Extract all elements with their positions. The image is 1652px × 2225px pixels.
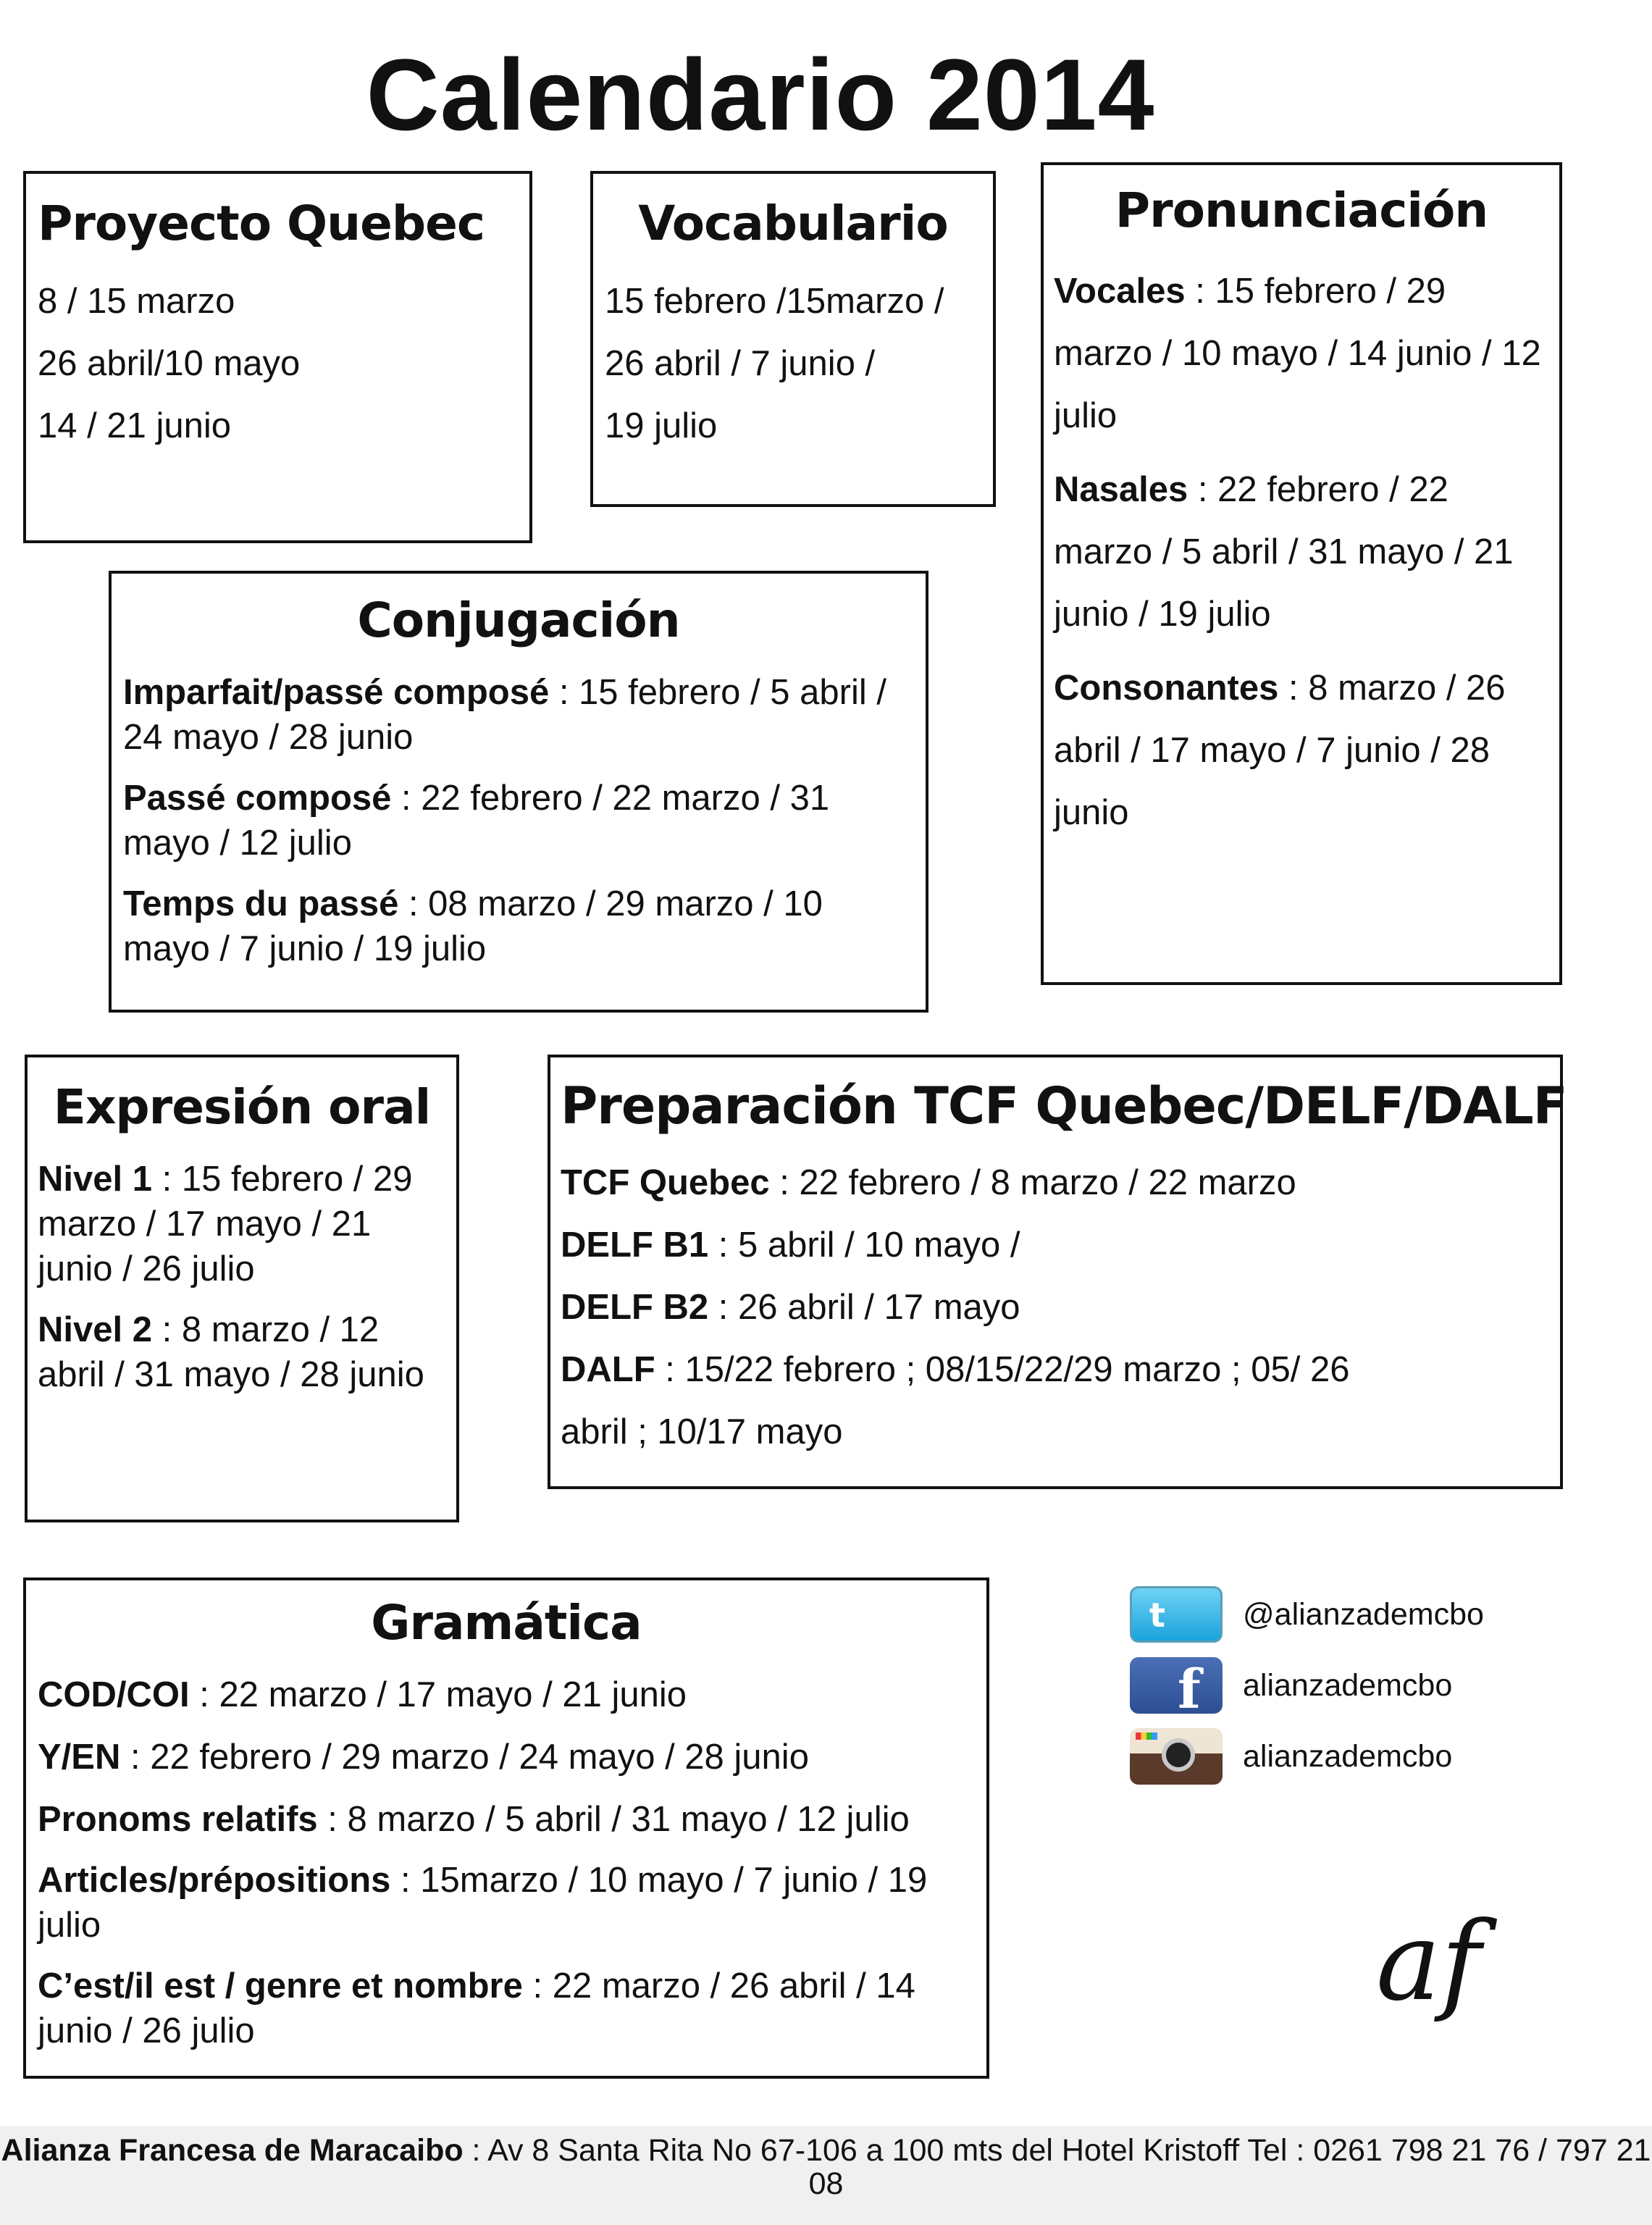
entry-label: Y/EN: [38, 1738, 121, 1777]
entry-text: : 15 febrero / 29 marzo / 10 mayo / 14 junio / 12 julio: [1054, 272, 1541, 435]
facebook-link[interactable]: [1130, 1657, 1453, 1721]
box-title: Vocabulario: [638, 196, 948, 251]
box-title: Expresión oral: [53, 1079, 431, 1135]
entry-text: : 22 febrero / 8 marzo / 22 marzo: [769, 1163, 1296, 1202]
date-line: 14 / 21 junio: [38, 406, 231, 445]
entry-text: : 22 marzo / 26 abril / 14 junio / 26 julio: [38, 1966, 915, 2050]
entry-label: COD/COI: [38, 1675, 190, 1714]
alliance-francaise-logo: [1376, 1905, 1514, 2028]
logo-text: af: [1376, 1905, 1481, 2025]
entry-delf-b2: [561, 1276, 1550, 1338]
entry-pronoms-relatifs: [38, 1788, 975, 1851]
entry-text: : 15marzo / 10 mayo / 7 junio / 19 julio: [38, 1861, 928, 1945]
date-line: 15 febrero /15marzo /: [605, 282, 944, 321]
entry-text: : 22 febrero / 29 marzo / 24 mayo / 28 junio: [120, 1738, 809, 1777]
entry-text: : 26 abril / 17 mayo: [708, 1288, 1020, 1327]
box-pronunciacion: [1041, 162, 1562, 985]
entry-y-en: [38, 1726, 975, 1788]
entry-nasales: [1054, 458, 1549, 645]
twitter-handle: @alianzademcbo: [1243, 1596, 1484, 1632]
entry-temps-du-passe: [123, 881, 914, 971]
box-title: Conjugación: [357, 592, 680, 648]
entry-text: : 22 febrero / 22 marzo / 31 mayo / 12 julio: [123, 779, 830, 863]
entry-cod-coi: [38, 1664, 975, 1726]
instagram-link[interactable]: [1130, 1728, 1452, 1785]
entry-text: : 8 marzo / 12 abril / 31 mayo / 28 junio: [38, 1310, 424, 1394]
entry-label: Vocales: [1054, 272, 1186, 311]
footer: [0, 2126, 1652, 2225]
entry-consonantes: [1054, 657, 1549, 844]
box-proyecto-quebec: [23, 171, 532, 543]
twitter-icon: t: [1130, 1586, 1223, 1643]
entry-text: : 22 marzo / 17 mayo / 21 junio: [189, 1675, 687, 1714]
box-vocabulario: [590, 171, 996, 507]
box-gramatica: [23, 1577, 989, 2079]
entry-label: C’est/il est / genre et nombre: [38, 1966, 523, 2006]
entry-label: Imparfait/passé composé: [123, 673, 550, 712]
entry-label: Passé composé: [123, 779, 392, 818]
entry-nivel-1: [38, 1157, 446, 1291]
box-title: Proyecto Quebec: [38, 196, 485, 251]
facebook-icon: f: [1130, 1657, 1223, 1714]
entry-label: DELF B1: [561, 1225, 709, 1265]
instagram-icon: [1130, 1728, 1223, 1785]
box-title: Gramática: [371, 1595, 642, 1651]
entry-label: Nivel 2: [38, 1310, 152, 1349]
entry-text: : 22 febrero / 22 marzo / 5 abril / 31 mayo / 21 junio / 19 julio: [1054, 470, 1514, 634]
entry-label: TCF Quebec: [561, 1163, 770, 1202]
entry-vocales: [1054, 260, 1549, 447]
box-title: Preparación TCF Quebec/DELF/DALF: [561, 1076, 1567, 1136]
date-line: 19 julio: [605, 406, 718, 445]
entry-label: Nasales: [1054, 470, 1188, 509]
entry-label: Nivel 1: [38, 1160, 152, 1199]
date-line: 8 / 15 marzo: [38, 282, 235, 321]
footer-address: : Av 8 Santa Rita No 67-106 a 100 mts del Hotel Kristoff Tel : 0261 798 21 76 / 797 21 08: [463, 2133, 1651, 2201]
entry-text: : 5 abril / 10 mayo /: [708, 1225, 1020, 1265]
entry-text: : 15 febrero / 29 marzo / 17 mayo / 21 junio / 26 julio: [38, 1160, 413, 1289]
date-line: 26 abril / 7 junio /: [605, 344, 876, 383]
entry-articles: [38, 1858, 975, 1948]
page-title: Calendario 2014: [366, 38, 1155, 151]
entry-label: Temps du passé: [123, 884, 399, 923]
box-expresion-oral: [25, 1055, 459, 1522]
entry-imparfait: [123, 670, 914, 760]
box-preparacion: [548, 1055, 1567, 1489]
entry-delf-b1: [561, 1214, 1550, 1276]
entry-tcf-quebec: [561, 1152, 1550, 1214]
entry-text: : 8 marzo / 26 abril / 17 mayo / 7 junio / 28 junio: [1054, 669, 1506, 832]
facebook-handle: alianzademcbo: [1243, 1667, 1453, 1703]
entry-text: : 15/22 febrero ; 08/15/22/29 marzo ; 05/ 26 abril ; 10/17 mayo: [561, 1350, 1350, 1451]
entry-label: Pronoms relatifs: [38, 1800, 318, 1839]
footer-org: Alianza Francesa de Maracaibo: [1, 2133, 464, 2168]
entry-label: Articles/prépositions: [38, 1861, 391, 1900]
entry-text: : 8 marzo / 5 abril / 31 mayo / 12 julio: [317, 1800, 910, 1839]
twitter-link[interactable]: [1130, 1586, 1484, 1643]
entry-nivel-2: [38, 1307, 446, 1397]
entry-label: DALF: [561, 1350, 655, 1389]
entry-cest-il-est: [38, 1964, 975, 2053]
entry-passe-compose: [123, 776, 914, 866]
box-title: Pronunciación: [1115, 183, 1488, 238]
entry-dalf: [561, 1338, 1372, 1463]
entry-label: DELF B2: [561, 1288, 709, 1327]
entry-text: : 15 febrero / 5 abril / 24 mayo / 28 junio: [123, 673, 886, 757]
entry-label: Consonantes: [1054, 669, 1279, 708]
entry-text: : 08 marzo / 29 marzo / 10 mayo / 7 junio / 19 julio: [123, 884, 823, 968]
box-conjugacion: [109, 571, 928, 1013]
instagram-handle: alianzademcbo: [1243, 1738, 1453, 1774]
date-line: 26 abril/10 mayo: [38, 344, 301, 383]
